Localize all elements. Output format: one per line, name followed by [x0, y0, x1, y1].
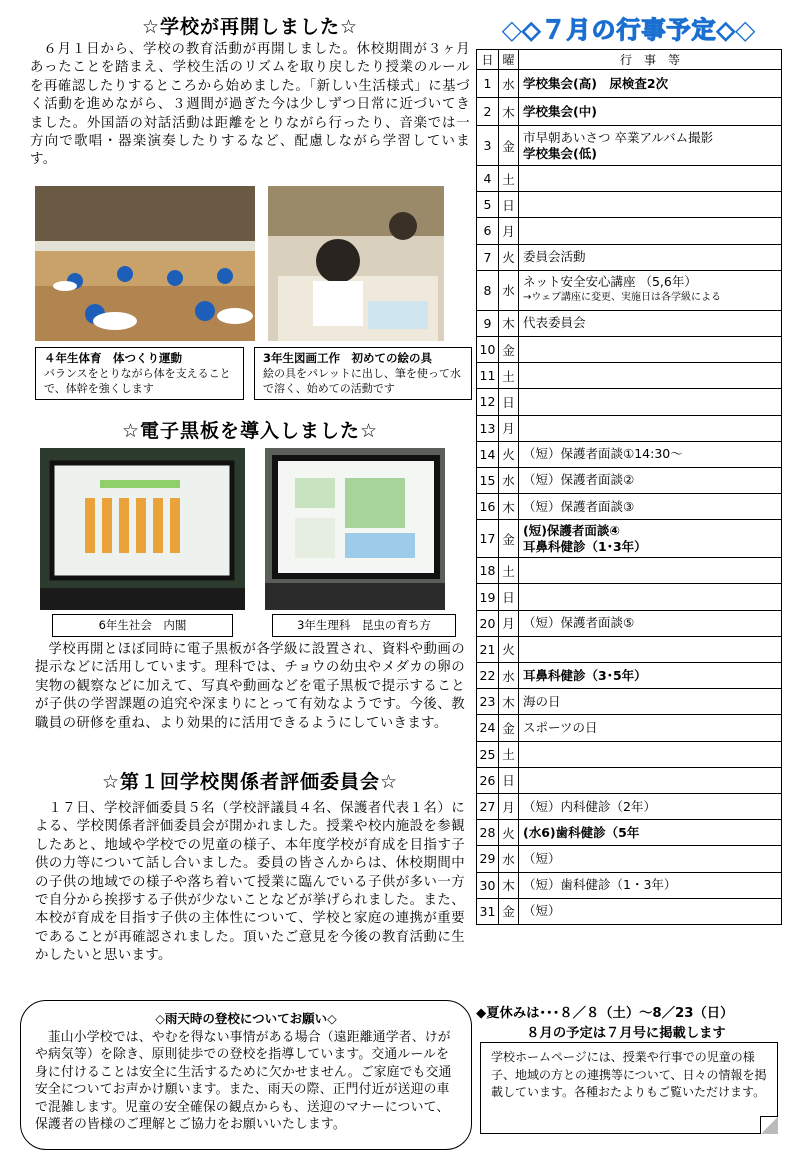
- caption-pe-title: ４年生体育 体つくり運動: [44, 351, 182, 365]
- schedule-events: [519, 244, 782, 270]
- schedule-events: [519, 270, 782, 310]
- homepage-notice-text: 学校ホームページには、授業や行事での児童の様子、地域の方との連携等について、日々の情報を掲載しています。各種おたよりもご覧いただけます。: [491, 1050, 767, 1100]
- schedule-row: [477, 558, 782, 584]
- schedule-row: [477, 741, 782, 767]
- caption-pe-body: バランスをとりながら体を支えることで、体幹を強くします: [44, 367, 231, 395]
- schedule-events: [519, 898, 782, 924]
- schedule-day: 8: [477, 270, 499, 310]
- schedule-event-line: 学校集会(高) 尿検査2次: [523, 75, 669, 91]
- schedule-weekday: 日: [499, 584, 519, 610]
- rain-notice-title: ◇雨天時の登校についてお願い◇: [155, 1011, 337, 1026]
- schedule-event-line: (短)保護者面談④: [523, 522, 621, 538]
- august-schedule-note: ８月の予定は７月号に掲載します: [526, 1026, 726, 1041]
- summer-vacation-dates: ◆夏休みは･･･８／８（土）～8／23（日）: [476, 1006, 734, 1021]
- schedule-day: 30: [477, 872, 499, 898]
- schedule-weekday: 水: [499, 467, 519, 493]
- header-events: 行 事 等: [519, 50, 782, 70]
- schedule-row: [477, 270, 782, 310]
- schedule-weekday: 金: [499, 898, 519, 924]
- section-body-eboard: 学校再開とほぼ同時に電子黒板が各学級に設置され、資料や動画の提示などに活用しています。理科では、チョウの幼虫やメダカの卵の実物の観察などに加えて、写真や動画などを電子黒板で提示することが子供の学習課題の追究や深まりにとって有効なようです。今後、教職員の研修を重ね、より効果的に活用できるようにしていきます。: [35, 642, 465, 731]
- schedule-events: [519, 636, 782, 662]
- schedule-day: 14: [477, 441, 499, 467]
- schedule-row: [477, 767, 782, 793]
- schedule-title-text: ◆◇７月の行事予定◇◆: [502, 16, 756, 44]
- schedule-event-line: （短）保護者面談①14:30～: [523, 446, 683, 462]
- schedule-events: [519, 663, 782, 689]
- schedule-event-line: スポーツの日: [523, 719, 598, 735]
- schedule-events: [519, 820, 782, 846]
- schedule-table: [476, 49, 782, 925]
- schedule-row: [477, 363, 782, 389]
- header-day: 日: [477, 50, 499, 70]
- photo-eboard-science: [265, 448, 445, 610]
- schedule-weekday: 火: [499, 441, 519, 467]
- schedule-day: 10: [477, 336, 499, 362]
- schedule-events: [519, 715, 782, 741]
- schedule-weekday: 火: [499, 636, 519, 662]
- schedule-events: [519, 441, 782, 467]
- schedule-weekday: 水: [499, 663, 519, 689]
- schedule-weekday: 日: [499, 192, 519, 218]
- schedule-event-line: 耳鼻科健診（1･3年）: [523, 538, 647, 554]
- schedule-day: 27: [477, 793, 499, 819]
- photo-pe-class-image: [35, 186, 255, 341]
- schedule-event-line: 委員会活動: [523, 249, 586, 265]
- schedule-weekday: 土: [499, 558, 519, 584]
- schedule-weekday: 日: [499, 767, 519, 793]
- caption-pe: [35, 347, 244, 400]
- schedule-day: 28: [477, 820, 499, 846]
- schedule-day: 1: [477, 70, 499, 98]
- schedule-events: [519, 520, 782, 558]
- schedule-weekday: 木: [499, 494, 519, 520]
- schedule-events: [519, 584, 782, 610]
- schedule-event-line: →ウェブ講座に変更、実施日は各学級による: [523, 292, 721, 304]
- schedule-weekday: 月: [499, 218, 519, 244]
- schedule-row: [477, 584, 782, 610]
- schedule-day: 26: [477, 767, 499, 793]
- schedule-row: [477, 389, 782, 415]
- left-column: [30, 10, 470, 170]
- schedule-events: [519, 767, 782, 793]
- rain-notice-box: [20, 1000, 472, 1150]
- photo-art-class: [268, 186, 444, 341]
- caption-art-body: 絵の具をパレットに出し、筆を使って水で溶く、始めての活動です: [263, 367, 461, 395]
- schedule-weekday: 土: [499, 166, 519, 192]
- schedule-day: 17: [477, 520, 499, 558]
- schedule-weekday: 月: [499, 415, 519, 441]
- schedule-row: [477, 415, 782, 441]
- schedule-event-line: （短）内科健診（2年）: [523, 798, 656, 814]
- schedule-event-line: 学校集会(低): [523, 145, 597, 161]
- caption-art-title: 3年生図画工作 初めての絵の具: [263, 351, 432, 365]
- schedule-event-line: 代表委員会: [523, 315, 586, 331]
- schedule-row: [477, 467, 782, 493]
- schedule-weekday: 金: [499, 715, 519, 741]
- schedule-event-line: 海の日: [523, 693, 561, 709]
- schedule-row: [477, 872, 782, 898]
- section-body-committee: １７日、学校評価委員５名（学校評議員４名、保護者代表１名）による、学校関係者評価委員会が開かれました。授業や校内施設を参観したあと、地域や学校での児童の様子、本年度学校が育成を目指す子供の力等について話し合いました。委員の皆さんからは、休校期間中の子供の地域での様子や落ち着いて授業に臨んでいる子供が多い一方で自分から挨拶する子供が少ないことなどが挙げられました。また、本校が育成を目指す子供の主体性について、学校と家庭の連携が重要であることが再確認されました。頂いたご意見を今後の教育活動に生かしたいと思います。: [35, 801, 465, 964]
- section-body-reopen: ６月１日から、学校の教育活動が再開しました。休校期間が３ヶ月あったことを踏まえ、学校生活のリズムを取り戻したり授業のルールを再確認したりするところから始めました。「新しい生活様式」に基づく活動を進めながら、３週間が過ぎた今は少しずつ日常に近づいてきました。外国語の対話活動は距離をとりながら行ったり、音楽では一方向で歌唱・器楽演奏したりするなど、配慮しながら学習しています。: [30, 42, 470, 168]
- schedule-row: [477, 793, 782, 819]
- homepage-notice: [480, 1042, 778, 1134]
- schedule-events: [519, 741, 782, 767]
- schedule-events: [519, 310, 782, 336]
- schedule-events: [519, 126, 782, 166]
- schedule-weekday: 金: [499, 126, 519, 166]
- schedule-day: 29: [477, 846, 499, 872]
- schedule-events: [519, 166, 782, 192]
- schedule-column: [474, 10, 784, 925]
- schedule-event-line: （短）歯科健診（1・3年）: [523, 877, 677, 893]
- schedule-row: [477, 898, 782, 924]
- schedule-row: [477, 689, 782, 715]
- schedule-day: 11: [477, 363, 499, 389]
- schedule-row: [477, 166, 782, 192]
- schedule-day: 2: [477, 98, 499, 126]
- schedule-events: [519, 389, 782, 415]
- schedule-row: [477, 663, 782, 689]
- schedule-row: [477, 441, 782, 467]
- schedule-row: [477, 98, 782, 126]
- schedule-day: 7: [477, 244, 499, 270]
- photo-pe-class: [35, 186, 255, 341]
- schedule-events: [519, 218, 782, 244]
- photo-eboard-social: [40, 448, 245, 610]
- schedule-event-line: 学校集会(中): [523, 103, 597, 119]
- schedule-weekday: 土: [499, 741, 519, 767]
- schedule-events: [519, 363, 782, 389]
- schedule-row: [477, 70, 782, 98]
- summer-vacation-note: [476, 1004, 776, 1044]
- schedule-events: [519, 494, 782, 520]
- schedule-weekday: 金: [499, 336, 519, 362]
- schedule-title: [474, 10, 784, 45]
- schedule-events: [519, 558, 782, 584]
- schedule-event-line: （短）: [523, 903, 561, 919]
- schedule-day: 31: [477, 898, 499, 924]
- schedule-row: [477, 336, 782, 362]
- schedule-weekday: 月: [499, 793, 519, 819]
- section-title-eboard: ☆電子黒板を導入しました☆: [121, 420, 379, 442]
- schedule-day: 20: [477, 610, 499, 636]
- page-fold-decoration: [760, 1116, 778, 1134]
- schedule-row: [477, 192, 782, 218]
- schedule-events: [519, 467, 782, 493]
- schedule-day: 4: [477, 166, 499, 192]
- schedule-day: 3: [477, 126, 499, 166]
- schedule-row: [477, 820, 782, 846]
- schedule-row: [477, 636, 782, 662]
- schedule-events: [519, 415, 782, 441]
- photo-eboard-science-image: [265, 448, 445, 610]
- schedule-event-line: 市早朝あいさつ 卒業アルバム撮影: [523, 129, 714, 145]
- schedule-day: 19: [477, 584, 499, 610]
- schedule-weekday: 木: [499, 98, 519, 126]
- schedule-events: [519, 872, 782, 898]
- schedule-day: 9: [477, 310, 499, 336]
- schedule-event-line: (水6)歯科健診（5年: [523, 824, 640, 840]
- schedule-day: 18: [477, 558, 499, 584]
- schedule-events: [519, 610, 782, 636]
- schedule-day: 23: [477, 689, 499, 715]
- caption-art: [254, 347, 472, 400]
- schedule-events: [519, 192, 782, 218]
- schedule-weekday: 木: [499, 310, 519, 336]
- schedule-day: 21: [477, 636, 499, 662]
- schedule-weekday: 木: [499, 872, 519, 898]
- section-title-committee: ☆第１回学校関係者評価委員会☆: [101, 771, 399, 793]
- schedule-row: [477, 520, 782, 558]
- schedule-row: [477, 244, 782, 270]
- schedule-row: [477, 494, 782, 520]
- schedule-events: [519, 846, 782, 872]
- schedule-day: 25: [477, 741, 499, 767]
- schedule-day: 5: [477, 192, 499, 218]
- schedule-day: 13: [477, 415, 499, 441]
- schedule-event-line: （短）: [523, 850, 561, 866]
- schedule-weekday: 日: [499, 389, 519, 415]
- schedule-day: 6: [477, 218, 499, 244]
- schedule-weekday: 水: [499, 270, 519, 310]
- schedule-day: 24: [477, 715, 499, 741]
- schedule-events: [519, 70, 782, 98]
- schedule-day: 16: [477, 494, 499, 520]
- schedule-event-line: （短）保護者面談⑤: [523, 615, 635, 631]
- caption-social: 6年生社会 内閣: [52, 614, 233, 637]
- schedule-events: [519, 689, 782, 715]
- schedule-row: [477, 310, 782, 336]
- schedule-event-line: （短）保護者面談②: [523, 472, 635, 488]
- schedule-weekday: 水: [499, 70, 519, 98]
- header-weekday: 曜: [499, 50, 519, 70]
- schedule-events: [519, 793, 782, 819]
- schedule-day: 15: [477, 467, 499, 493]
- schedule-day: 22: [477, 663, 499, 689]
- schedule-row: [477, 218, 782, 244]
- schedule-event-line: 耳鼻科健診（3･5年）: [523, 667, 647, 683]
- schedule-day: 12: [477, 389, 499, 415]
- section-title-reopen: ☆学校が再開しました☆: [141, 16, 359, 38]
- schedule-row: [477, 126, 782, 166]
- rain-notice-body: 韮山小学校では、やむを得ない事情がある場合（遠距離通学者、けがや病気等）を除き、原則徒歩での登校を指導しています。交通ルールを身に付けることは安全に生活するために欠かせません。ご家庭でも交通安全についてお声かけ願います。また、雨天の際、正門付近が送迎の車で混雑します。児童の安全確保の観点からも、送迎のマナーについて、保護者の皆様のご理解とご協力をお願いいたします。: [35, 1030, 452, 1133]
- schedule-weekday: 土: [499, 363, 519, 389]
- photo-eboard-social-image: [40, 448, 245, 610]
- photo-art-class-image: [268, 186, 444, 341]
- schedule-weekday: 金: [499, 520, 519, 558]
- schedule-weekday: 水: [499, 846, 519, 872]
- schedule-events: [519, 98, 782, 126]
- schedule-weekday: 火: [499, 244, 519, 270]
- caption-science: 3年生理科 昆虫の育ち方: [272, 614, 456, 637]
- schedule-weekday: 月: [499, 610, 519, 636]
- schedule-weekday: 木: [499, 689, 519, 715]
- schedule-row: [477, 610, 782, 636]
- schedule-weekday: 火: [499, 820, 519, 846]
- schedule-row: [477, 715, 782, 741]
- schedule-row: [477, 846, 782, 872]
- schedule-event-line: ネット安全安心講座 （5,6年）: [523, 274, 697, 290]
- schedule-event-line: （短）保護者面談③: [523, 498, 635, 514]
- schedule-events: [519, 336, 782, 362]
